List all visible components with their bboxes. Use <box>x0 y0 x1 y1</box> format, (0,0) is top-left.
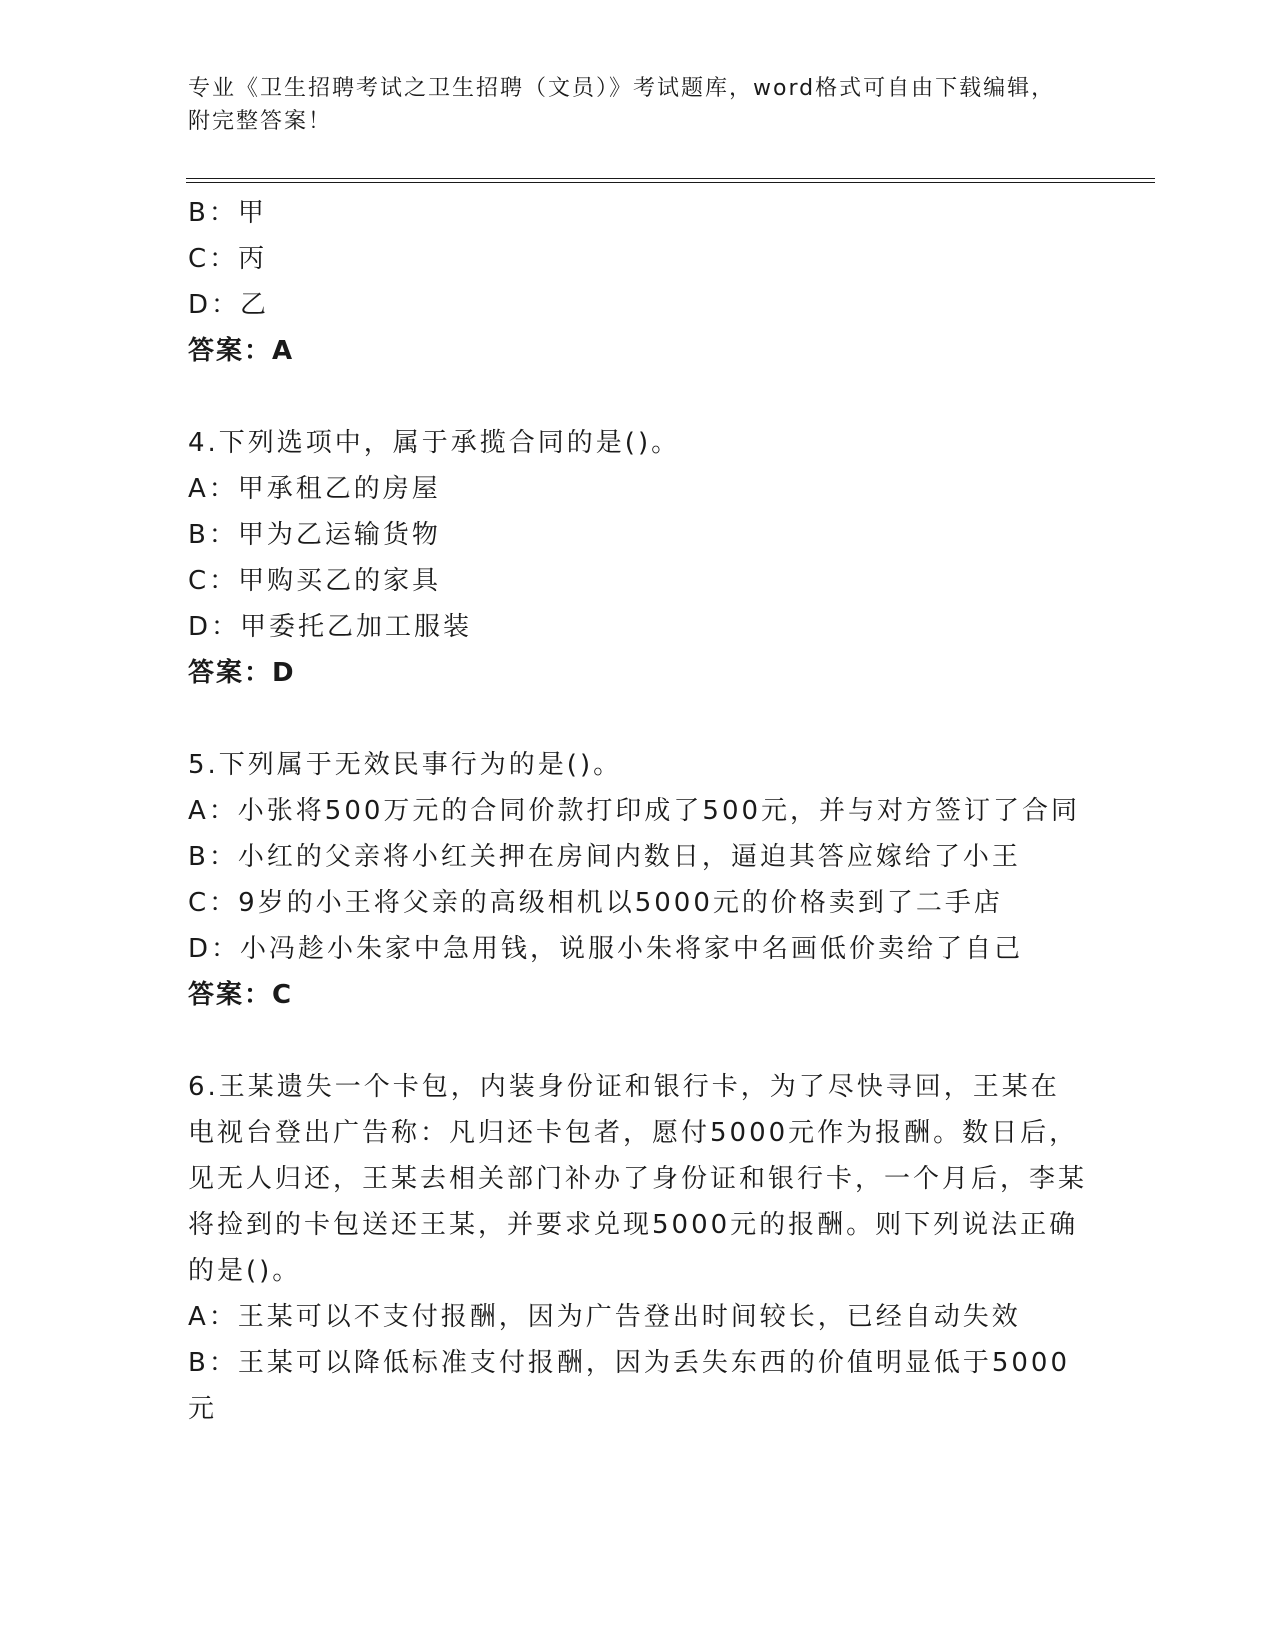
spacer <box>188 696 1088 742</box>
question-5 <box>188 742 1088 1018</box>
header-rule-bottom <box>186 182 1155 183</box>
spacer <box>188 1018 1088 1064</box>
header-note: 专业《卫生招聘考试之卫生招聘（文员）》考试题库，word格式可自由下载编辑，附完整答案！ <box>188 76 1056 134</box>
option-b: B：小红的父亲将小红关押在房间内数日，逼迫其答应嫁给了小王 <box>188 842 1021 872</box>
question-4 <box>188 420 1088 696</box>
question-list <box>188 190 1088 1432</box>
option-c: C：9岁的小王将父亲的高级相机以5000元的价格卖到了二手店 <box>188 888 1003 918</box>
option-a: A：王某可以不支付报酬，因为广告登出时间较长，已经自动失效 <box>188 1302 1021 1332</box>
answer-text: 答案：A <box>188 336 295 366</box>
question-stem: 5.下列属于无效民事行为的是()。 <box>188 750 623 780</box>
option-c: C：丙 <box>188 244 268 274</box>
option-a: A：小张将500万元的合同价款打印成了500元，并与对方签订了合同 <box>188 796 1081 826</box>
option-b: B：甲 <box>188 198 267 228</box>
option-b: B：王某可以降低标准支付报酬，因为丢失东西的价值明显低于5000元 <box>188 1348 1071 1424</box>
question-stem: 4.下列选项中，属于承揽合同的是()。 <box>188 428 681 458</box>
spacer <box>188 374 1088 420</box>
answer-text: 答案：D <box>188 658 296 688</box>
option-d: D：小冯趁小朱家中急用钱，说服小朱将家中名画低价卖给了自己 <box>188 934 1024 964</box>
question-6 <box>188 1064 1088 1432</box>
option-c: C：甲购买乙的家具 <box>188 566 442 596</box>
option-d: D：乙 <box>188 290 270 320</box>
answer-text: 答案：C <box>188 980 294 1010</box>
option-d: D：甲委托乙加工服装 <box>188 612 473 642</box>
header-rule-top <box>186 178 1155 179</box>
question-3 <box>188 190 1088 374</box>
option-b: B：甲为乙运输货物 <box>188 520 441 550</box>
question-stem: 6.王某遗失一个卡包，内装身份证和银行卡，为了尽快寻回，王某在电视台登出广告称：凡归还卡包者，愿付5000元作为报酬。数日后，见无人归还，王某去相关部门补办了身份证和银行卡，一个月后，李某将捡到的卡包送还王某，并要求兑现5000元的报酬。则下列说法正确的是()。 <box>188 1072 1088 1286</box>
option-a: A：甲承租乙的房屋 <box>188 474 441 504</box>
